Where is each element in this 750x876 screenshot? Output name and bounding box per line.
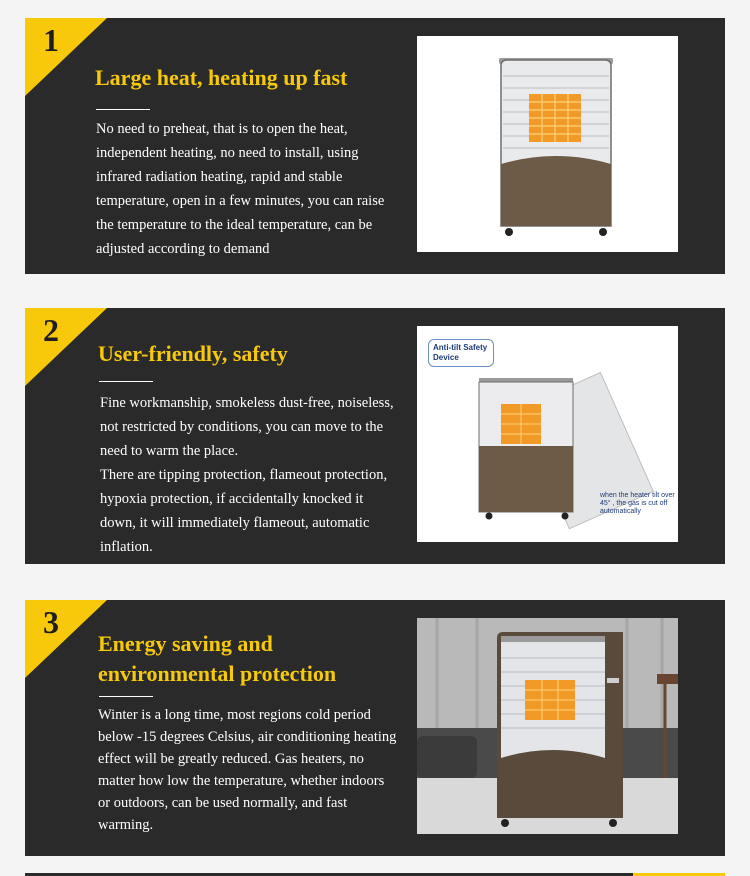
- description-paragraph: Fine workmanship, smokeless dust-free, noiseless, not restricted by conditions, you can move to the need to warm the place.: [100, 395, 394, 459]
- number-badge: [25, 600, 107, 678]
- feature-card-1: [25, 18, 725, 274]
- section-title-line-1: Energy saving and: [98, 631, 273, 656]
- description-paragraph: No need to preheat, that is to open the heat, independent heating, no need to install, using infrared radiation heating, rapid and stable temperature, open in a few minutes, you can raise the temperature to the ideal temperature, can be adjusted according to demand: [96, 121, 385, 257]
- number-badge: [25, 308, 107, 386]
- badge-number: 2: [43, 312, 59, 348]
- product-image-heater: [417, 36, 678, 252]
- feature-card-2: [25, 308, 725, 564]
- section-title: User-friendly, safety: [98, 341, 288, 366]
- room-heater-illustration: [417, 618, 678, 834]
- product-image-room: [417, 618, 678, 834]
- title-underline: [96, 109, 150, 110]
- feature-card-3: [25, 600, 725, 856]
- section-description: [98, 704, 398, 836]
- description-paragraph: There are tipping protection, flameout protection, hypoxia protection, if accidentally knocked it down, it will immediately flameout, automatic inflation.: [100, 467, 388, 555]
- section-title-line-2: environmental protection: [98, 661, 337, 686]
- description-paragraph: Winter is a long time, most regions cold period below -15 degrees Celsius, air conditioning heating effect will be greatly reduced. Gas heaters, no matter how low the temperature, whether indoors or outdoors, can be used normally, and fast warming.: [98, 707, 397, 833]
- badge-number: 3: [43, 604, 59, 640]
- tilt-note: when the heater tilt over 45° , the gas is cut off automatically: [600, 492, 675, 515]
- title-underline: [99, 381, 153, 382]
- section-description: [100, 391, 400, 559]
- heater-illustration: [417, 36, 678, 252]
- badge-number: 1: [43, 22, 59, 58]
- anti-tilt-callout: Anti-tilt Safety Device: [428, 339, 494, 367]
- title-underline: [99, 696, 153, 697]
- section-description: [96, 117, 401, 261]
- section-title: Large heat, heating up fast: [95, 65, 348, 90]
- product-image-anti-tilt: [417, 326, 678, 542]
